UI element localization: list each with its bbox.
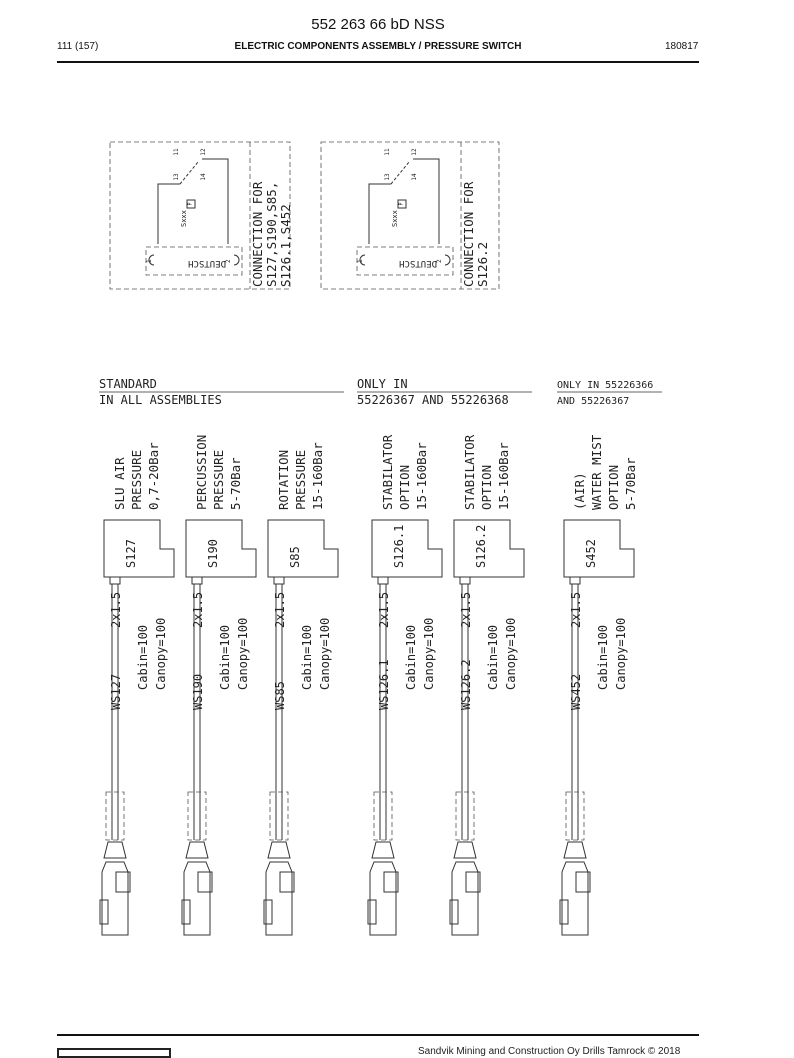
section-title: ELECTRIC COMPONENTS ASSEMBLY / PRESSURE SWITCH	[234, 41, 522, 52]
switch-description-line: (AIR)	[572, 472, 587, 510]
plug-crimp	[372, 842, 394, 858]
cable-sleeve	[374, 792, 392, 840]
plug-latch	[182, 900, 190, 924]
switch-description-line: 5-70Bar	[228, 457, 243, 510]
connection-diagram-2	[321, 142, 499, 289]
footer-copyright: Sandvik Mining and Construction Oy Drills Tamrock © 2018	[418, 1046, 681, 1057]
cable-sleeve	[270, 792, 288, 840]
connection-caption-line: S126.1,S452	[278, 204, 293, 287]
cable-length: Canopy=100	[236, 617, 250, 690]
switch-description-line: PRESSURE	[129, 449, 144, 510]
connection-caption-line: CONNECTION FOR	[250, 181, 265, 287]
cable-size: 2x1.5	[191, 591, 205, 628]
plug-latch	[368, 900, 376, 924]
contact-line	[391, 162, 409, 184]
switch-description-line: WATER MIST	[589, 434, 604, 510]
cable-gland	[378, 577, 388, 584]
switch-column-s190	[182, 435, 256, 935]
switch-id: S190	[206, 539, 220, 568]
cable-size: 2x1.5	[569, 591, 583, 628]
wire	[413, 159, 439, 244]
pressure-switch-body	[268, 520, 338, 577]
cable-id: WS126.2	[459, 659, 473, 710]
group-heading-line: ONLY IN 55226366	[557, 380, 654, 391]
switch-description-line: STABILATOR	[380, 434, 395, 510]
switch-description-line: OPTION	[606, 464, 621, 510]
pressure-switch-body	[372, 520, 442, 577]
pressure-switch-list	[100, 434, 638, 935]
switch-column-s85	[264, 442, 338, 935]
group-heading-line: IN ALL ASSEMBLIES	[99, 393, 222, 407]
cable-length: Canopy=100	[318, 617, 332, 690]
switch-label: Sxxx	[391, 210, 399, 227]
wire	[369, 184, 391, 244]
plug-crimp	[186, 842, 208, 858]
cable-size: 2x1.5	[377, 591, 391, 628]
switch-column-s126-2	[450, 434, 524, 935]
connector-pin-label: 2	[436, 259, 443, 263]
pin-label: 11	[384, 148, 391, 156]
switch-description-line: OPTION	[479, 464, 494, 510]
cable-length: Cabin=100	[218, 624, 232, 690]
switch-description-line: 15-160Bar	[414, 442, 429, 510]
contact-line	[180, 162, 198, 184]
switch-id: S127	[124, 539, 138, 568]
cable-gland	[110, 577, 120, 584]
cable-length: Canopy=100	[614, 617, 628, 690]
cable-id: WS126.1	[377, 659, 391, 710]
footer-rule	[57, 1034, 699, 1036]
cable-id: WS452	[569, 673, 583, 710]
cable-length: Cabin=100	[596, 624, 610, 690]
switch-description-line: OPTION	[397, 464, 412, 510]
cable-length: Cabin=100	[300, 624, 314, 690]
pin-symbol	[445, 255, 450, 265]
switch-description-line: 15-160Bar	[310, 442, 325, 510]
switch-description-line: PERCUSSION	[194, 434, 209, 510]
cable-gland	[570, 577, 580, 584]
cable-size: 2x1.5	[459, 591, 473, 628]
cable-length: Cabin=100	[486, 624, 500, 690]
switch-id: S85	[288, 546, 302, 568]
cable-sleeve	[456, 792, 474, 840]
plug-latch	[264, 900, 272, 924]
cable-id: WS85	[273, 681, 287, 710]
pressure-switch-body	[186, 520, 256, 577]
plug-crimp	[104, 842, 126, 858]
switch-description-line: ROTATION	[276, 449, 291, 510]
switch-description-line: PRESSURE	[211, 449, 226, 510]
switch-description-line: 0,7-20Bar	[146, 442, 161, 510]
sandvik-logo	[57, 1048, 171, 1058]
pin-label: 13	[384, 173, 391, 181]
plug-latch	[560, 900, 568, 924]
switch-id: S452	[584, 539, 598, 568]
pin-label: 13	[173, 173, 180, 181]
connector-pin-label: 1	[146, 259, 153, 263]
group-heading-line: STANDARD	[99, 377, 157, 391]
plug-crimp	[564, 842, 586, 858]
wire	[158, 184, 180, 244]
cable-gland	[274, 577, 284, 584]
plug-crimp	[268, 842, 290, 858]
pressure-mark: P	[398, 202, 405, 206]
cable-length: Canopy=100	[422, 617, 436, 690]
pin-label: 12	[411, 148, 418, 156]
cable-size: 2x1.5	[273, 591, 287, 628]
pressure-switch-body	[104, 520, 174, 577]
pressure-mark: P	[187, 202, 194, 206]
cable-length: Canopy=100	[154, 617, 168, 690]
cable-sleeve	[188, 792, 206, 840]
pin-label: 14	[411, 173, 418, 181]
cable-size: 2x1.5	[109, 591, 123, 628]
switch-label: Sxxx	[180, 210, 188, 227]
switch-id: S126.2	[474, 524, 488, 568]
cable-length: Cabin=100	[404, 624, 418, 690]
switch-description-line: PRESSURE	[293, 449, 308, 510]
pressure-switch-body	[564, 520, 634, 577]
page-number: 111 (157)	[57, 41, 99, 52]
group-heading-line: ONLY IN	[357, 377, 408, 391]
cable-gland	[192, 577, 202, 584]
document-date: 180817	[665, 41, 699, 52]
pin-label: 11	[173, 148, 180, 156]
connection-caption-line: S127,S190,S85,	[264, 181, 279, 287]
switch-description-line: 15-160Bar	[496, 442, 511, 510]
connector-pin-label: 1	[357, 259, 364, 263]
plug-latch	[100, 900, 108, 924]
document-title: 552 263 66 bD NSS	[311, 16, 445, 33]
group-heading-line: 55226367 AND 55226368	[357, 393, 509, 407]
switch-description-line: 5-70Bar	[623, 457, 638, 510]
pin-label: 12	[200, 148, 207, 156]
plug-latch	[450, 900, 458, 924]
plug-crimp	[454, 842, 476, 858]
switch-column-s127	[100, 442, 174, 935]
switch-column-s452	[560, 434, 638, 935]
connector-label: DEUTSCH	[399, 258, 437, 268]
connection-caption-line: CONNECTION FOR	[461, 181, 476, 287]
cable-id: WS127	[109, 673, 123, 710]
group-heading-line: AND 55226367	[557, 396, 630, 407]
pin-symbol	[234, 255, 239, 265]
switch-id: S126.1	[392, 524, 406, 568]
cable-id: WS190	[191, 673, 205, 710]
option-groups	[99, 377, 662, 407]
cable-length: Canopy=100	[504, 617, 518, 690]
switch-description-line: SLU AIR	[112, 457, 127, 510]
cable-sleeve	[566, 792, 584, 840]
cable-sleeve	[106, 792, 124, 840]
cable-gland	[460, 577, 470, 584]
switch-description-line: STABILATOR	[462, 434, 477, 510]
wire	[202, 159, 228, 244]
connection-caption-line: S126.2	[475, 241, 490, 287]
connector-label: DEUTSCH	[188, 258, 226, 268]
cable-length: Cabin=100	[136, 624, 150, 690]
pin-label: 14	[200, 173, 207, 181]
switch-column-s126-1	[368, 434, 442, 935]
connection-diagram-1	[110, 142, 293, 289]
pressure-switch-body	[454, 520, 524, 577]
connector-pin-label: 2	[225, 259, 232, 263]
